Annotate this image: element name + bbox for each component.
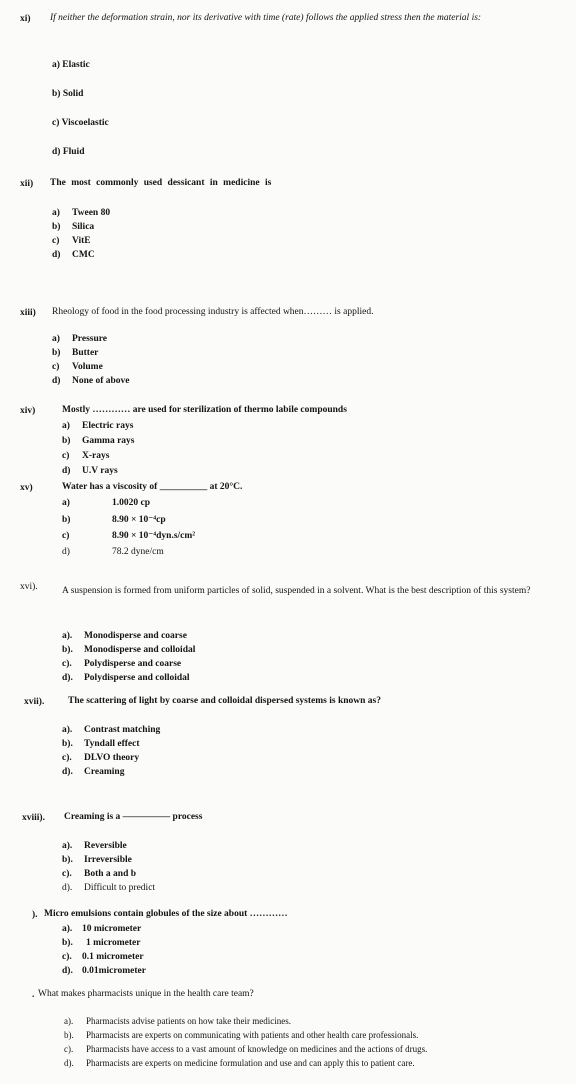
question-number: xiv) <box>20 406 36 416</box>
option-d: d) 78.2 dyne/cm <box>62 547 164 557</box>
option-b: b) 8.90 × 10⁻⁴cp <box>62 515 166 525</box>
option-c: c) 8.90 × 10⁻⁴dyn.s/cm² <box>62 531 196 541</box>
option-b: b) Solid <box>52 89 84 99</box>
question-stem: Micro emulsions contain globules of the size about ………… <box>44 909 288 919</box>
option-b: b). Irreversible <box>62 855 132 865</box>
option-c: c) Viscoelastic <box>52 118 109 128</box>
question-stem: What makes pharmacists unique in the health care team? <box>38 989 254 999</box>
question-stem: Creaming is a ————— process <box>64 812 203 822</box>
option-a: a). Monodisperse and coarse <box>62 631 187 641</box>
option-a: a) 1.0020 cp <box>62 498 150 508</box>
option-b: b). Tyndall effect <box>62 739 140 749</box>
option-d: d). Creaming <box>62 767 125 777</box>
option-a: a) Electric rays <box>62 421 134 431</box>
question-number: xv) <box>20 483 33 493</box>
option-c: c) VitE <box>52 236 91 246</box>
question-number: xiii) <box>20 308 36 318</box>
option-d: d). Difficult to predict <box>62 883 156 893</box>
option-d: d). Pharmacists are experts on medicine formulation and use and can apply this to patient care. <box>64 1058 415 1068</box>
option-b: b) Silica <box>52 222 95 232</box>
question-stem: Water has a viscosity of __________ at 20°C. <box>62 482 243 492</box>
option-b: b). 1 micrometer <box>62 938 141 948</box>
option-c: c). Polydisperse and coarse <box>62 659 182 669</box>
question-number: xii) <box>20 179 34 189</box>
question-stem: Rheology of food in the food processing industry is affected when……… is applied. <box>52 307 374 317</box>
question-number: xi) <box>20 14 31 24</box>
option-d: d). Polydisperse and colloidal <box>62 673 190 683</box>
question-stem: The most commonly used dessicant in medicine is <box>50 178 272 188</box>
option-d: d) None of above <box>52 376 130 386</box>
option-d: d) Fluid <box>52 147 85 157</box>
question-number: xviii). <box>22 813 45 823</box>
option-b: b) Butter <box>52 348 99 358</box>
option-a: a) Tween 80 <box>52 208 111 218</box>
option-a: a) Pressure <box>52 334 108 344</box>
option-b: b). Pharmacists are experts on communicating with patients and other health care professionals. <box>64 1030 419 1040</box>
option-a: a). 10 micrometer <box>62 924 142 934</box>
option-a: a) Elastic <box>52 60 90 70</box>
option-c: c). DLVO theory <box>62 753 140 763</box>
option-b: b). Monodisperse and colloidal <box>62 645 196 655</box>
question-stem: Mostly ………… are used for sterilization of thermo labile compounds <box>62 405 347 415</box>
option-d: d) U.V rays <box>62 466 118 476</box>
question-number: ). <box>32 910 38 920</box>
option-b: b) Gamma rays <box>62 436 135 446</box>
option-c: c). 0.1 micrometer <box>62 952 144 962</box>
option-c: c). Both a and b <box>62 869 137 879</box>
option-a: a). Pharmacists advise patients on how take their medicines. <box>64 1016 291 1026</box>
option-c: c). Pharmacists have access to a vast amount of knowledge on medicines and the actions of drugs. <box>64 1044 428 1054</box>
option-d: d) CMC <box>52 250 95 260</box>
question-stem: A suspension is formed from uniform particles of solid, suspended in a solvent. What is the best description of this system? <box>62 586 531 596</box>
question-stem: The scattering of light by coarse and colloidal dispersed systems is known as? <box>68 696 381 706</box>
question-stem: If neither the deformation strain, nor its derivative with time (rate) follows the applied stress then the material is: <box>50 13 482 23</box>
question-number: xvii). <box>24 697 45 707</box>
option-c: c) X-rays <box>62 451 110 461</box>
option-d: d). 0.01micrometer <box>62 966 146 976</box>
option-a: a). Contrast matching <box>62 725 161 735</box>
option-a: a). Reversible <box>62 841 127 851</box>
question-number: xvi). <box>20 582 38 592</box>
option-c: c) Volume <box>52 362 103 372</box>
question-number: . <box>32 990 35 1000</box>
